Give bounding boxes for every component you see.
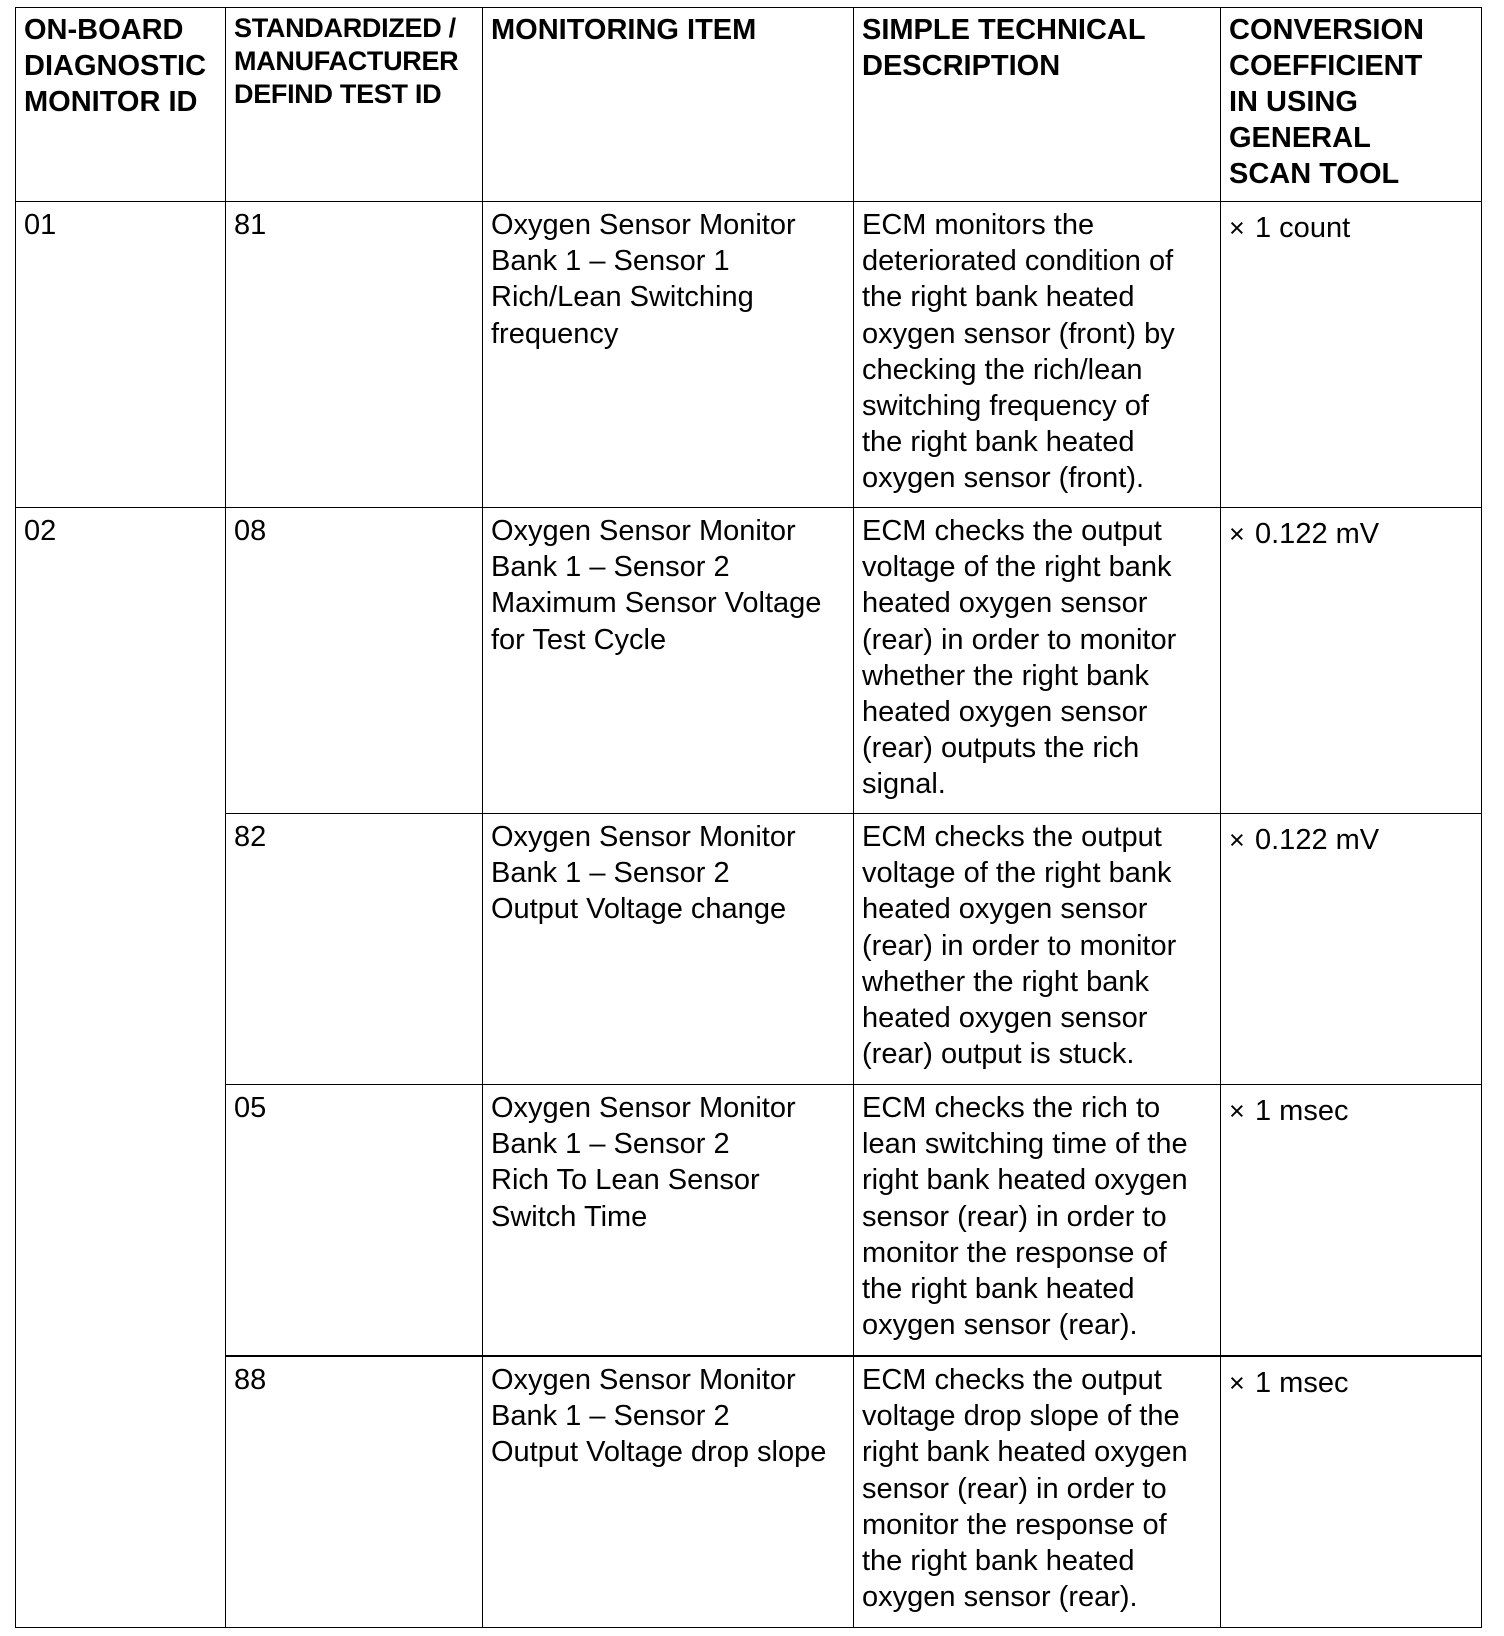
test-id-cell [226,508,483,814]
description-line: ECM checks the output [862,821,1162,853]
coefficient-cell [1221,202,1482,508]
description-line: heated oxygen sensor [862,893,1148,926]
description-line: (rear) outputs the rich [862,732,1140,765]
multiply-icon: × [1229,213,1245,243]
description-line: sensor (rear) in order to [862,1200,1167,1233]
table-row [16,1085,1482,1357]
item-line: for Test Cycle [491,623,667,656]
item-line: Oxygen Sensor Monitor [491,1364,796,1396]
obd-test-table [15,7,1482,1628]
monitoring-item-cell [483,508,854,814]
coefficient-cell [1221,1085,1482,1357]
item-line: Bank 1 – Sensor 1 [491,245,730,278]
coefficient-cell [1221,1356,1482,1628]
description-line: whether the right bank [862,659,1149,692]
description-line: heated oxygen sensor [862,696,1148,729]
description-cell [854,1085,1221,1357]
description-line: ECM checks the output [862,1364,1162,1396]
description-line: signal. [862,768,946,801]
coefficient-value: 0.122 mV [1255,824,1380,856]
test-id-cell [226,1085,483,1357]
monitoring-item-cell [483,814,854,1085]
table-row [16,1356,1482,1628]
header-line: MONITOR ID [24,86,198,118]
header-line: STANDARDIZED / [234,13,456,43]
header-monitor-id [16,8,226,202]
header-row [16,8,1482,202]
table-row [16,508,1482,814]
coefficient-value: 0.122 mV [1255,518,1380,550]
description-line: the right bank heated [862,281,1135,314]
test-id: 82 [234,821,267,853]
multiply-icon: × [1229,825,1245,855]
item-line: Oxygen Sensor Monitor [491,209,796,241]
test-id: 05 [234,1092,267,1124]
multiply-icon: × [1229,1368,1245,1398]
header-line: DESCRIPTION [862,50,1061,82]
description-cell [854,202,1221,508]
item-line: frequency [491,317,619,350]
description-line: ECM checks the output [862,515,1162,547]
description-line: (rear) in order to monitor [862,929,1177,962]
header-line: COEFFICIENT [1229,50,1423,82]
item-line: Output Voltage drop slope [491,1436,827,1469]
description-line: (rear) output is stuck. [862,1038,1135,1071]
description-line: sensor (rear) in order to [862,1472,1167,1505]
monitor-id: 01 [24,209,57,241]
header-line: ON-BOARD [24,14,184,46]
description-line: oxygen sensor (rear). [862,1309,1138,1342]
coefficient-cell [1221,814,1482,1085]
description-line: ECM checks the rich to [862,1092,1161,1124]
description-line: ECM monitors the [862,209,1095,241]
header-line: SIMPLE TECHNICAL [862,14,1146,46]
header-line: DEFIND TEST ID [234,79,442,109]
item-line: Switch Time [491,1200,648,1233]
item-line: Oxygen Sensor Monitor [491,1092,796,1124]
description-line: right bank heated oxygen [862,1164,1188,1197]
item-line: Oxygen Sensor Monitor [491,821,796,853]
test-id-cell [226,814,483,1085]
description-cell [854,814,1221,1085]
header-line: SCAN TOOL [1229,158,1400,190]
coefficient-value: 1 msec [1255,1367,1349,1399]
description-line: the right bank heated [862,1273,1135,1306]
description-line: lean switching time of the [862,1128,1188,1161]
item-line: Oxygen Sensor Monitor [491,515,796,547]
description-cell [854,508,1221,814]
item-line: Maximum Sensor Voltage [491,587,822,620]
monitoring-item-cell [483,1356,854,1628]
test-id-cell [226,1356,483,1628]
description-line: switching frequency of [862,390,1149,423]
description-line: voltage drop slope of the [862,1400,1180,1433]
header-description [854,8,1221,202]
item-line: Bank 1 – Sensor 2 [491,857,730,890]
description-line: checking the rich/lean [862,353,1143,386]
coefficient-value: 1 count [1255,212,1351,244]
test-id: 08 [234,515,267,547]
monitor-id-cell [16,508,226,1628]
description-line: monitor the response of [862,1508,1167,1541]
header-monitoring-item [483,8,854,202]
item-line: Bank 1 – Sensor 2 [491,551,730,584]
item-line: Output Voltage change [491,893,787,926]
header-line: IN USING [1229,86,1358,118]
description-line: voltage of the right bank [862,551,1172,584]
header-line: MANUFACTURER [234,46,459,76]
description-cell [854,1356,1221,1628]
monitor-id: 02 [24,515,57,547]
description-line: oxygen sensor (front). [862,462,1145,495]
description-line: oxygen sensor (rear). [862,1581,1138,1614]
header-line: DIAGNOSTIC [24,50,207,82]
description-line: right bank heated oxygen [862,1436,1188,1469]
description-line: monitor the response of [862,1236,1167,1269]
header-line: MONITORING ITEM [491,14,757,46]
multiply-icon: × [1229,519,1245,549]
description-line: heated oxygen sensor [862,587,1148,620]
multiply-icon: × [1229,1096,1245,1126]
table-row [16,814,1482,1085]
test-id: 88 [234,1364,267,1396]
coefficient-cell [1221,508,1482,814]
description-line: whether the right bank [862,965,1149,998]
header-line: GENERAL [1229,122,1371,154]
description-line: deteriorated condition of [862,245,1174,278]
monitor-id-cell [16,202,226,508]
description-line: the right bank heated [862,426,1135,459]
header-conversion [1221,8,1482,202]
description-line: (rear) in order to monitor [862,623,1177,656]
description-line: the right bank heated [862,1545,1135,1578]
header-line: CONVERSION [1229,14,1424,46]
description-line: oxygen sensor (front) by [862,317,1175,350]
item-line: Rich/Lean Switching [491,281,754,314]
description-line: heated oxygen sensor [862,1002,1148,1035]
monitoring-item-cell [483,202,854,508]
test-id-cell [226,202,483,508]
item-line: Bank 1 – Sensor 2 [491,1400,730,1433]
description-line: voltage of the right bank [862,857,1172,890]
monitoring-item-cell [483,1085,854,1357]
test-id: 81 [234,209,267,241]
item-line: Rich To Lean Sensor [491,1164,760,1197]
table-row [16,202,1482,508]
header-test-id [226,8,483,202]
coefficient-value: 1 msec [1255,1095,1349,1127]
item-line: Bank 1 – Sensor 2 [491,1128,730,1161]
